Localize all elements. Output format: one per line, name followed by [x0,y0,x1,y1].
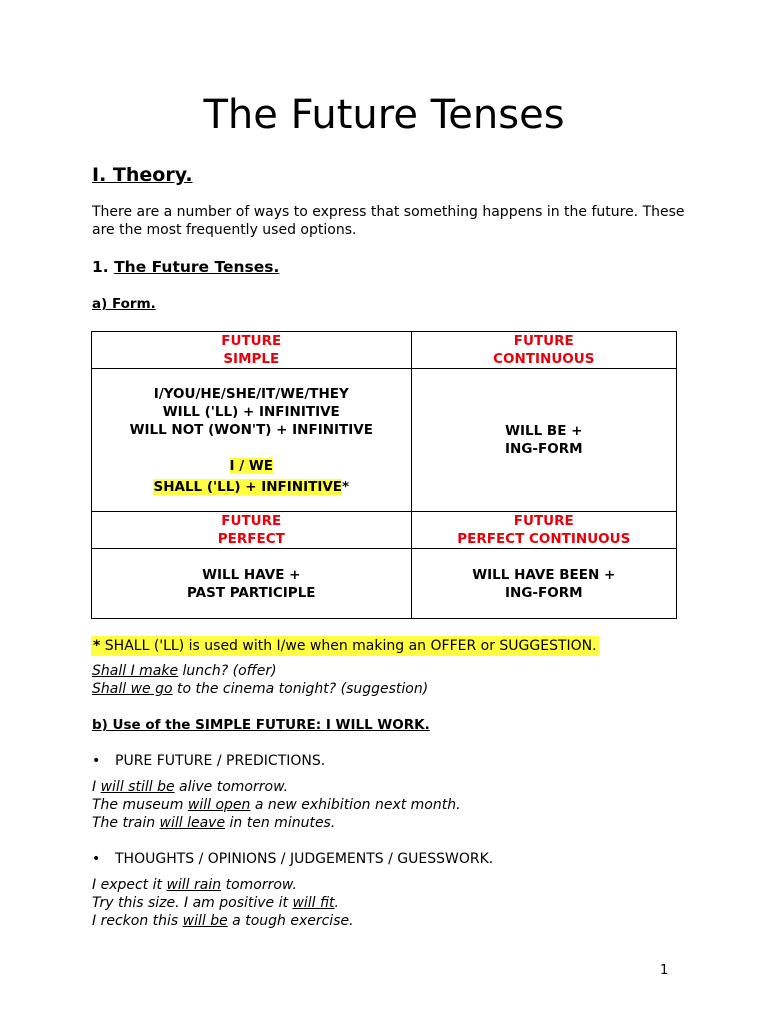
example-line: Try this size. I am positive it will fit. [92,895,339,911]
use-simple-future-heading: b) Use of the SIMPLE FUTURE: I WILL WORK. [92,717,430,733]
bullet-thoughts-opinions: • THOUGHTS / OPINIONS / JUDGEMENTS / GUESSWORK. [92,851,494,867]
highlight-i-we: I / WE [229,457,274,474]
bullet-pure-future: • PURE FUTURE / PREDICTIONS. [92,753,326,769]
page-number: 1 [660,963,669,978]
section-heading-future-tenses [92,258,279,276]
example-line: The train will leave in ten minutes. [92,815,336,831]
table-row [92,332,677,369]
table-row [92,549,677,619]
table-row [92,512,677,549]
cell-future-perfect-form: WILL HAVE + PAST PARTICIPLE [92,549,412,619]
intro-paragraph: There are a number of ways to express that something happens in the future. These are the most frequently used options. [92,204,685,238]
table-row [92,369,677,512]
header-future-perfect: FUTURE PERFECT [92,512,412,549]
page-title: The Future Tenses [203,92,565,138]
cell-future-simple-form: I/YOU/HE/SHE/IT/WE/THEY WILL ('LL) + INFINITIVE WILL NOT (WON'T) + INFINITIVE I / WE SHALL ('LL) + INFINITIVE* [92,369,412,512]
example-line: I will still be alive tomorrow. [92,779,289,795]
future-tenses-form-table [91,331,677,619]
section-title: The Future Tenses. [114,258,280,276]
example-line: The museum will open a new exhibition next month. [92,797,461,813]
cell-future-perfect-continuous-form: WILL HAVE BEEN + ING-FORM [411,549,676,619]
example-line: I expect it will rain tomorrow. [92,877,297,893]
example-line: I reckon this will be a tough exercise. [92,913,354,929]
header-future-continuous: FUTURE CONTINUOUS [411,332,676,369]
shall-example: Shall we go to the cinema tonight? (suggestion) [92,681,429,697]
shall-example: Shall I make lunch? (offer) [92,663,277,679]
header-future-perfect-continuous: FUTURE PERFECT CONTINUOUS [411,512,676,549]
theory-heading: I. Theory. [92,164,193,186]
bullet-dot-icon: • [92,851,101,867]
header-future-simple: FUTURE SIMPLE [92,332,412,369]
shall-note: * SHALL ('LL) is used with I/we when making an OFFER or SUGGESTION. [93,638,597,654]
form-heading: a) Form. [92,296,156,312]
section-number: 1. [92,258,109,276]
highlight-shall-infinitive: SHALL ('LL) + INFINITIVE [153,478,343,495]
cell-future-continuous-form: WILL BE + ING-FORM [411,369,676,512]
bullet-dot-icon: • [92,753,101,769]
